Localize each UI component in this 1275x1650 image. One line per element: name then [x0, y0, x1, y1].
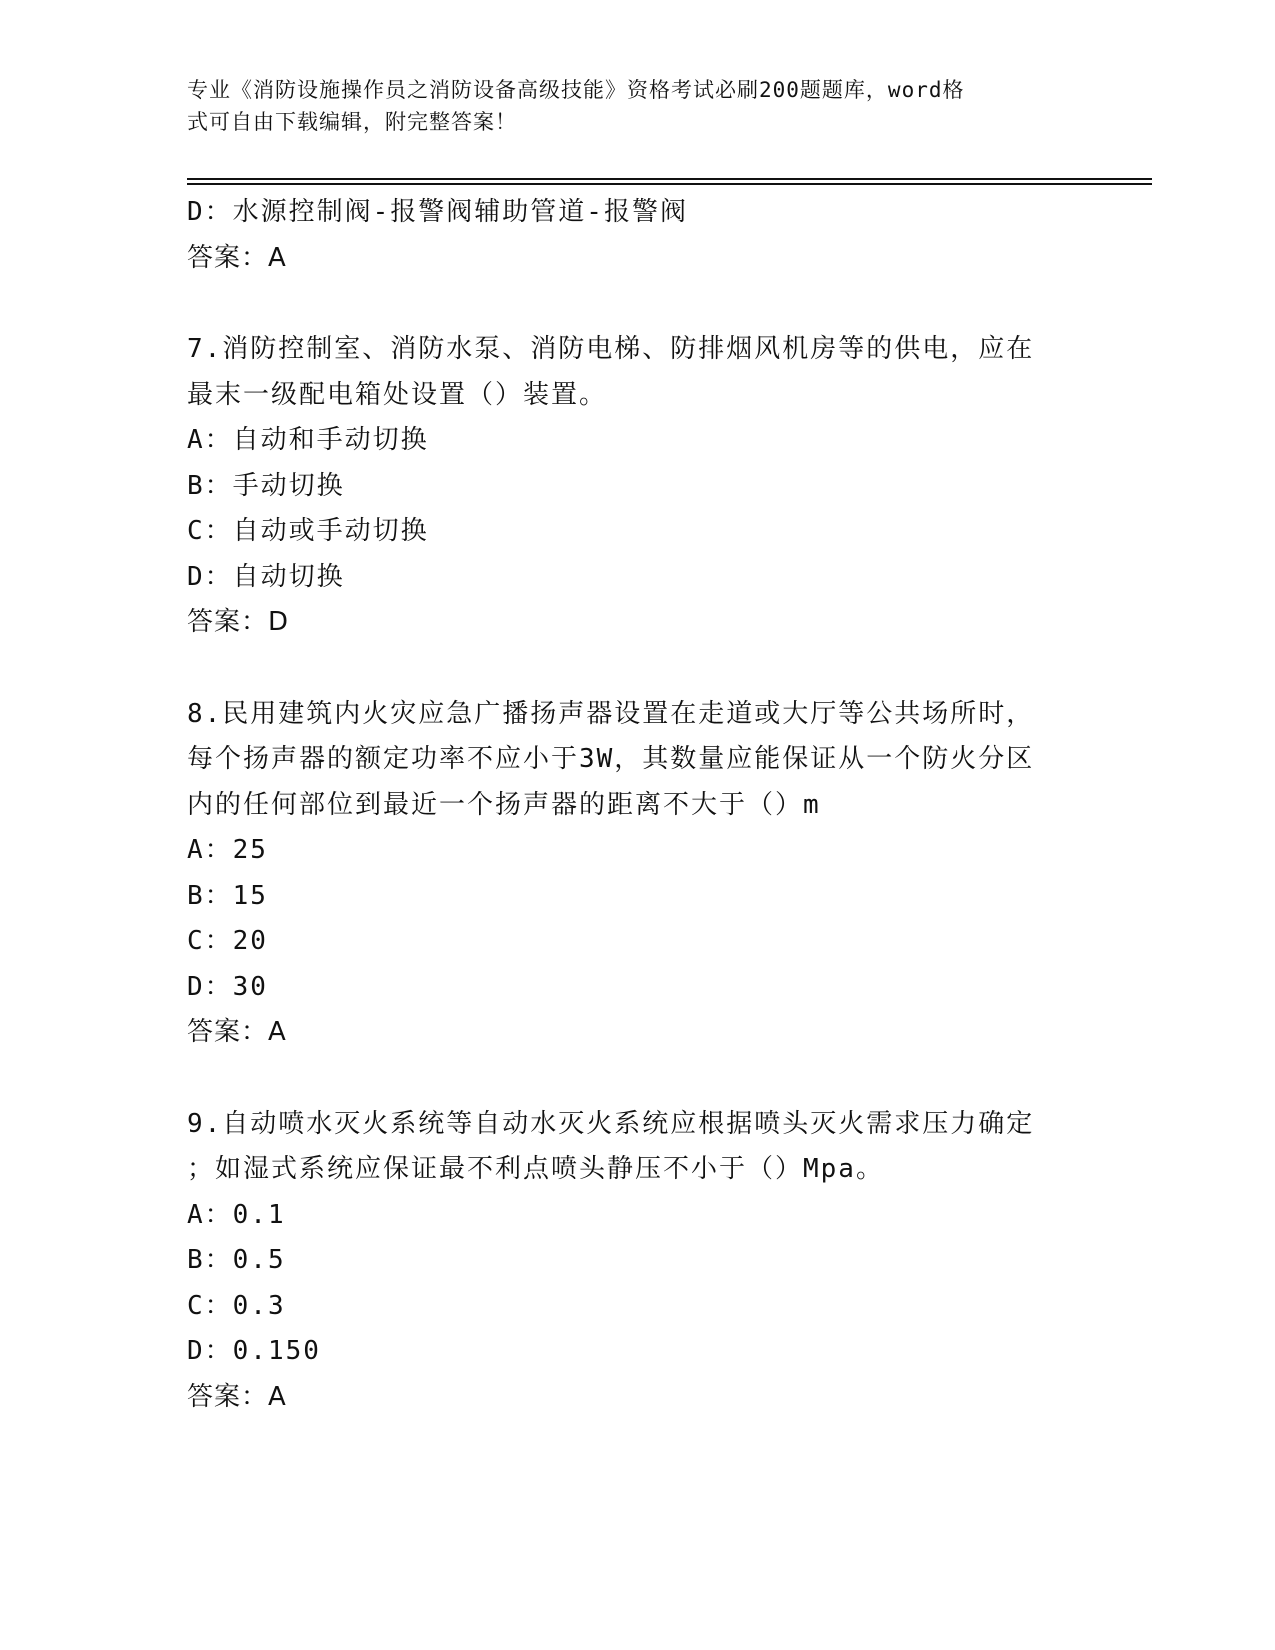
- option-a: A：0.1: [187, 1199, 286, 1230]
- option-d: D：水源控制阀-报警阀辅助管道-报警阀: [187, 197, 688, 227]
- option-c: C：20: [187, 926, 268, 956]
- option-b: B：15: [187, 880, 268, 911]
- answer-line: 答案：D: [187, 607, 290, 637]
- question-8: [187, 692, 1087, 1056]
- question-text-line: 最末一级配电箱处设置（）装置。: [187, 379, 608, 410]
- previous-question-tail: [187, 190, 1087, 281]
- question-text-line: ；如湿式系统应保证最不利点喷头静压不小于（）Mpa。: [187, 1154, 884, 1184]
- question-text-line: 9.自动喷水灭火系统等自动水灭火系统应根据喷头灭火需求压力确定: [187, 1108, 1035, 1139]
- answer-line: 答案：A: [187, 1017, 287, 1047]
- answer-line: 答案：A: [187, 242, 287, 273]
- spacer: [187, 281, 1087, 327]
- header-rule-bottom: [187, 183, 1152, 185]
- question-7: [187, 327, 1087, 646]
- spacer: [187, 1056, 1087, 1102]
- answer-line: 答案：A: [187, 1381, 287, 1412]
- option-b: B：0.5: [187, 1245, 286, 1275]
- option-a: A：自动和手动切换: [187, 425, 429, 455]
- option-a: A：25: [187, 835, 268, 865]
- option-b: B：手动切换: [187, 470, 345, 501]
- question-text-line: 8.民用建筑内火灾应急广播扬声器设置在走道或大厅等公共场所时，: [187, 698, 1035, 729]
- question-list: [187, 190, 1087, 1420]
- header-line-1: 专业《消防设施操作员之消防设备高级技能》资格考试必刷200题题库，word格: [187, 78, 965, 102]
- document-header: [187, 74, 1067, 138]
- question-text-line: 每个扬声器的额定功率不应小于3W，其数量应能保证从一个防火分区: [187, 744, 1035, 774]
- option-d: D：0.150: [187, 1336, 321, 1366]
- spacer: [187, 646, 1087, 692]
- question-text-line: 内的任何部位到最近一个扬声器的距离不大于（）m: [187, 789, 821, 820]
- option-c: C：0.3: [187, 1290, 286, 1321]
- option-c: C：自动或手动切换: [187, 516, 429, 546]
- option-d: D：自动切换: [187, 561, 345, 592]
- question-9: [187, 1102, 1087, 1421]
- header-rule-top: [187, 178, 1152, 180]
- question-text-line: 7.消防控制室、消防水泵、消防电梯、防排烟风机房等的供电，应在: [187, 334, 1035, 364]
- option-d: D：30: [187, 971, 268, 1002]
- header-line-2: 式可自由下载编辑，附完整答案！: [187, 110, 517, 134]
